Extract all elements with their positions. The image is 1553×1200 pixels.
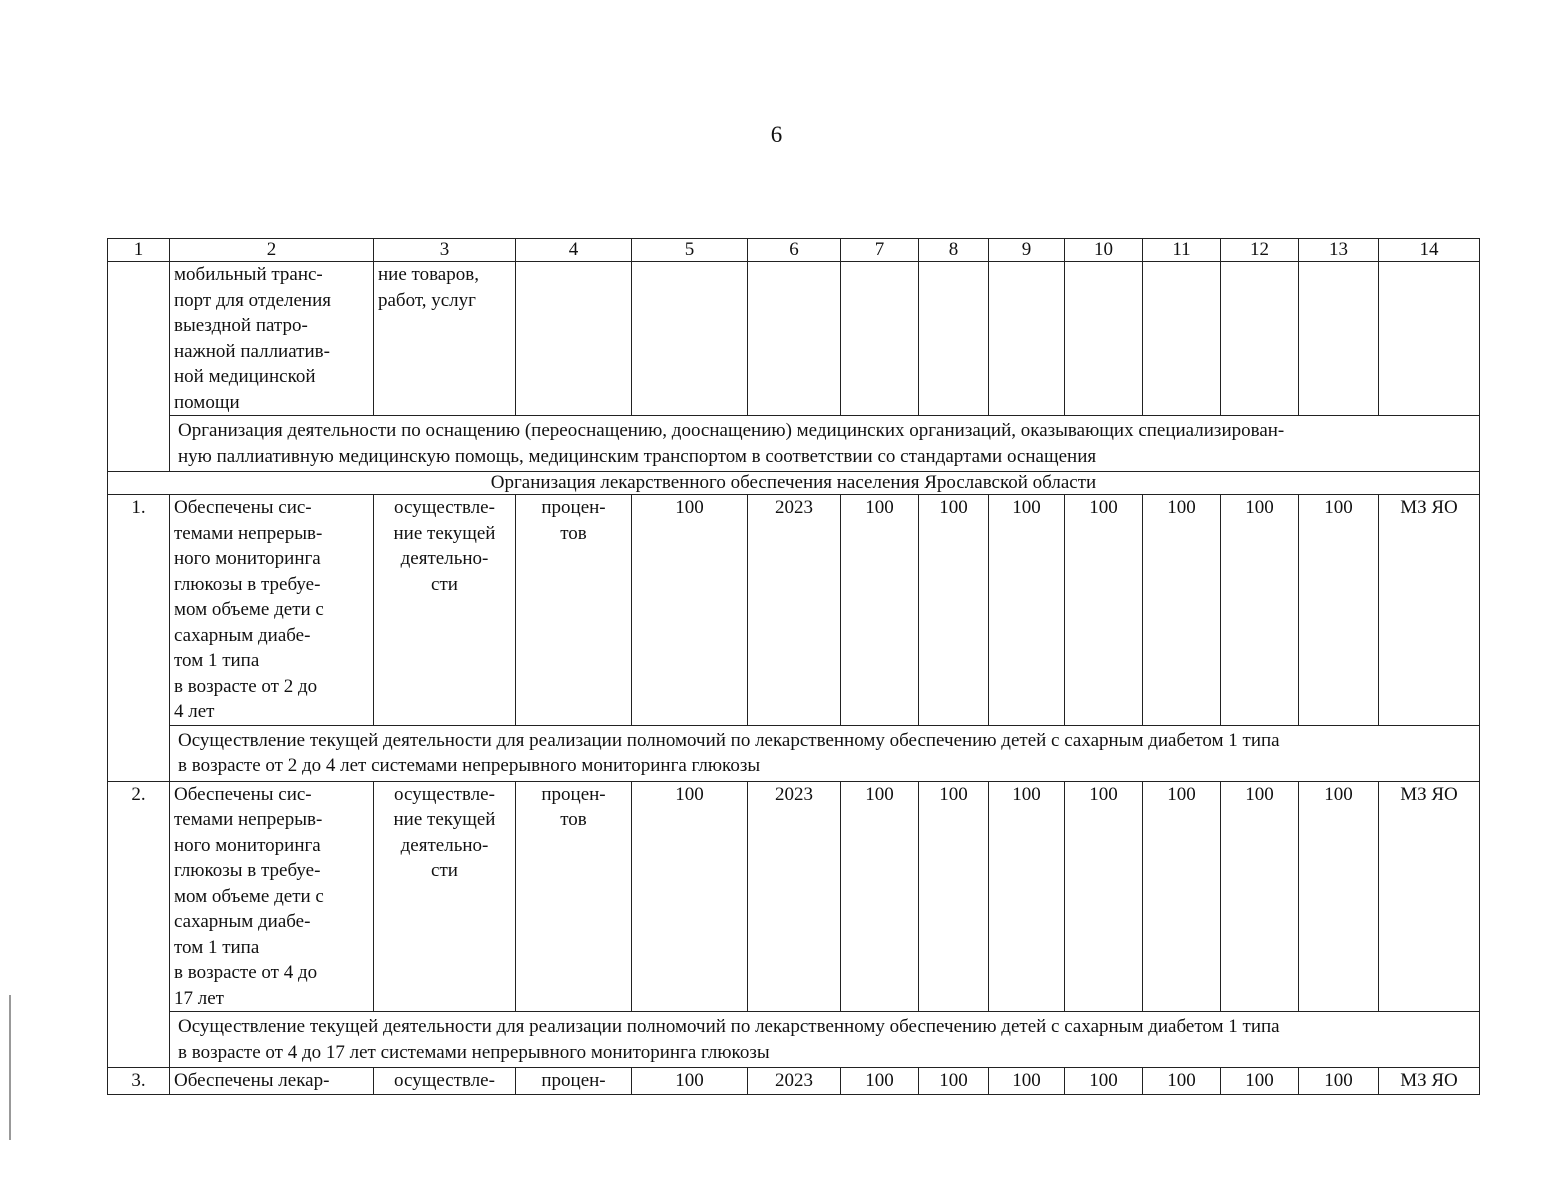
indicator-name-cell: Обеспечены сис- темами непрерыв- ного мониторинга глюкозы в требуе- мом объеме дети с сахарным диабе- том 1 типа в возрасте от 4 до 17 лет [170, 781, 374, 1012]
empty-cell [748, 262, 841, 416]
unit-cell: процен- тов [516, 781, 632, 1012]
value-cell: 100 [1221, 495, 1299, 726]
value-cell: 100 [1143, 495, 1221, 726]
empty-cell [1221, 262, 1299, 416]
value-cell: 100 [919, 1068, 989, 1095]
row-number-cell [108, 262, 170, 472]
activity-note: Осуществление текущей деятельности для реализации полномочий по лекарственному обеспечению детей с сахарным диабетом 1 типа в возрасте от 2 до 4 лет системами непрерывного мониторинга глюкозы [170, 725, 1480, 781]
empty-cell [989, 262, 1065, 416]
value-cell: 100 [989, 781, 1065, 1012]
header-cell: 9 [989, 239, 1065, 262]
value-cell: 100 [1221, 781, 1299, 1012]
unit-cell: процен- [516, 1068, 632, 1095]
value-cell: 100 [1065, 781, 1143, 1012]
header-cell: 3 [374, 239, 516, 262]
empty-cell [1379, 262, 1480, 416]
empty-cell [1299, 262, 1379, 416]
table-row [108, 725, 1480, 781]
header-cell: 1 [108, 239, 170, 262]
section-title: Организация лекарственного обеспечения населения Ярославской области [108, 472, 1480, 495]
row-number-cell: 1. [108, 495, 170, 782]
indicator-name-cell: Обеспечены лекар- [170, 1068, 374, 1095]
value-cell: 100 [1143, 781, 1221, 1012]
value-cell: 100 [841, 1068, 919, 1095]
value-cell: 100 [1299, 495, 1379, 726]
indicators-table [107, 238, 1480, 1095]
base-value-cell: 100 [632, 781, 748, 1012]
header-cell: 8 [919, 239, 989, 262]
value-cell: 100 [1143, 1068, 1221, 1095]
value-cell: 100 [841, 495, 919, 726]
header-cell: 13 [1299, 239, 1379, 262]
table-row [108, 262, 1480, 416]
unit-cell: процен- тов [516, 495, 632, 726]
scan-margin-mark [9, 995, 11, 1140]
indicator-type-cell: осуществле- ние текущей деятельно- сти [374, 495, 516, 726]
value-cell: 100 [841, 781, 919, 1012]
table-row [108, 781, 1480, 1012]
header-cell: 12 [1221, 239, 1299, 262]
header-cell: 11 [1143, 239, 1221, 262]
header-cell: 10 [1065, 239, 1143, 262]
base-year-cell: 2023 [748, 1068, 841, 1095]
row-number-cell: 3. [108, 1068, 170, 1095]
table-header-row [108, 239, 1480, 262]
table-row [108, 416, 1480, 472]
base-value-cell: 100 [632, 495, 748, 726]
table-row [108, 1012, 1480, 1068]
base-year-cell: 2023 [748, 781, 841, 1012]
responsible-cell: МЗ ЯО [1379, 1068, 1480, 1095]
header-cell: 5 [632, 239, 748, 262]
value-cell: 100 [1299, 781, 1379, 1012]
responsible-cell: МЗ ЯО [1379, 495, 1480, 726]
value-cell: 100 [1221, 1068, 1299, 1095]
value-cell: 100 [989, 1068, 1065, 1095]
value-cell: 100 [919, 781, 989, 1012]
value-cell: 100 [989, 495, 1065, 726]
header-cell: 2 [170, 239, 374, 262]
empty-cell [1143, 262, 1221, 416]
empty-cell [1065, 262, 1143, 416]
indicator-name-cell: Обеспечены сис- темами непрерыв- ного мониторинга глюкозы в требуе- мом объеме дети с сахарным диабе- том 1 типа в возрасте от 2 до 4 лет [170, 495, 374, 726]
activity-note: Организация деятельности по оснащению (переоснащению, дооснащению) медицинских организаций, оказывающих специализирован- ную паллиативную медицинскую помощь, медицинским транспортом в соответствии со стандартами оснащения [170, 416, 1480, 472]
base-value-cell: 100 [632, 1068, 748, 1095]
table-row [108, 495, 1480, 726]
empty-cell [632, 262, 748, 416]
header-cell: 6 [748, 239, 841, 262]
header-cell: 14 [1379, 239, 1480, 262]
page-number: 6 [770, 122, 783, 147]
value-cell: 100 [1065, 1068, 1143, 1095]
header-cell: 7 [841, 239, 919, 262]
empty-cell [919, 262, 989, 416]
indicator-type-cell: ние товаров, работ, услуг [374, 262, 516, 416]
value-cell: 100 [1299, 1068, 1379, 1095]
value-cell: 100 [1065, 495, 1143, 726]
row-number-cell: 2. [108, 781, 170, 1068]
section-row [108, 472, 1480, 495]
responsible-cell: МЗ ЯО [1379, 781, 1480, 1012]
table-row [108, 1068, 1480, 1095]
base-year-cell: 2023 [748, 495, 841, 726]
empty-cell [516, 262, 632, 416]
indicator-name-cell: мобильный транс- порт для отделения выездной патро- нажной паллиатив- ной медицинской помощи [170, 262, 374, 416]
activity-note: Осуществление текущей деятельности для реализации полномочий по лекарственному обеспечению детей с сахарным диабетом 1 типа в возрасте от 4 до 17 лет системами непрерывного мониторинга глюкозы [170, 1012, 1480, 1068]
indicator-type-cell: осуществле- [374, 1068, 516, 1095]
empty-cell [841, 262, 919, 416]
value-cell: 100 [919, 495, 989, 726]
indicator-type-cell: осуществле- ние текущей деятельно- сти [374, 781, 516, 1012]
header-cell: 4 [516, 239, 632, 262]
